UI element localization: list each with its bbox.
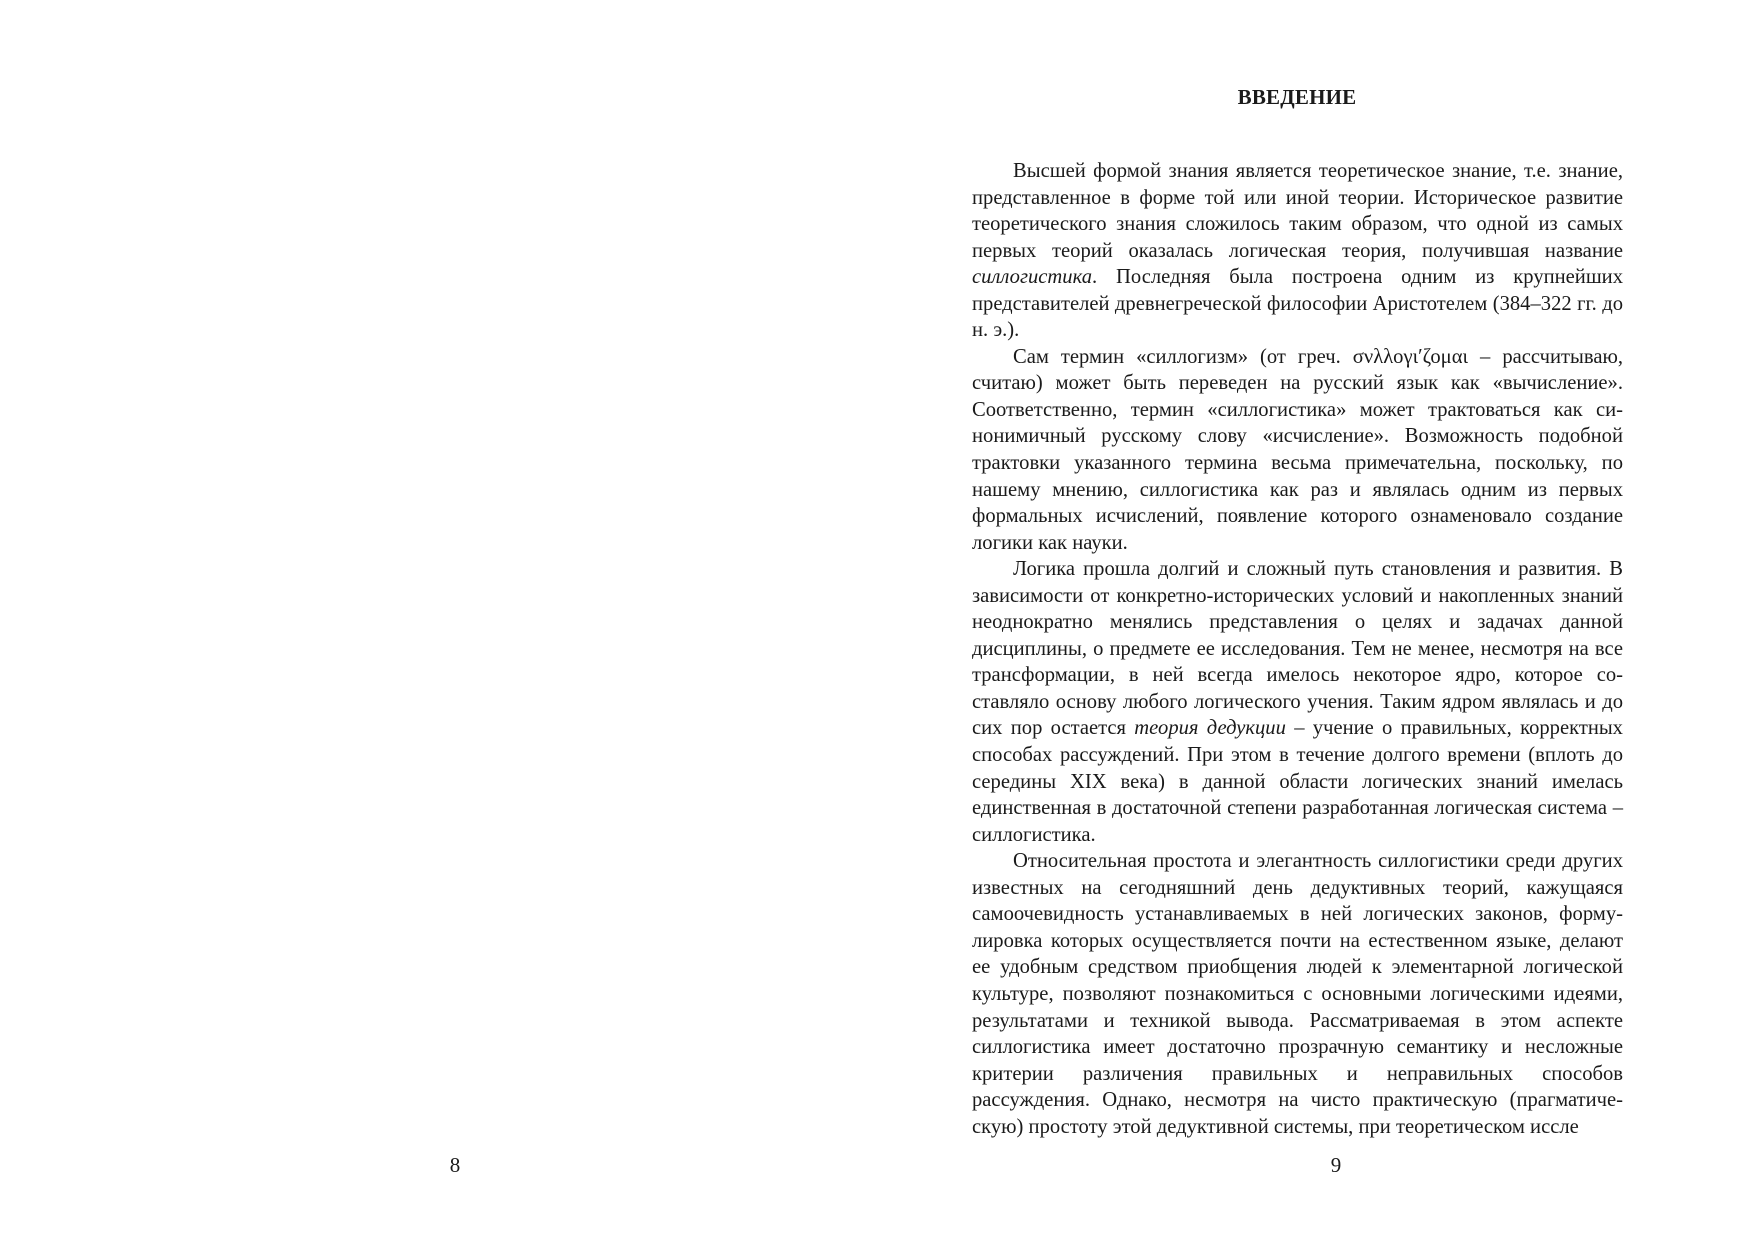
- paragraph-3-text-a: Логика прошла долгий и сложный путь становления и развития. В зависимости от конкретно-исторических условий и накопленных знаний неоднократно менялись представления о целях и задачах данной дисциплины, о предмете ее исследования. Тем не менее, несмотря на все трансформации, в ней всегда имелось некоторое ядро, которое составляло основу любого логического учения. Таким ядром являлась и до сих пор остается: [972, 558, 1623, 740]
- chapter-title: ВВЕДЕНИЕ: [1237, 85, 1357, 109]
- paragraph-1: [972, 158, 1623, 344]
- body-text: [972, 158, 1623, 1140]
- page-number-right: 9: [1330, 1153, 1342, 1177]
- paragraph-4: Относительная простота и элегантность силлогистики среди других известных на сегодняшний день дедуктивных теорий, кажущаяся самоочевидность устанавливаемых в ней логических законов, формулировка которых осуществляется почти на естественном языке, делают ее удобным средством приобщения людей к элементарной логической культуре, позволяют познакомиться с основными логическими идеями, результатами и техникой вывода. Рассматриваемая в этом аспекте силлогистика имеет достаточно прозрачную семантику и несложные критерии различения правильных и неправильных способов рассуждения. Однако, несмотря на чисто практическую (прагматическую) простоту этой дедуктивной системы, при теоретическом иссле: [972, 850, 1623, 1138]
- page-number-left: 8: [449, 1153, 461, 1177]
- paragraph-1-text-b: . Последняя была построена одним из крупнейших представителей древнегреческой философии Аристотелем (384–322 гг. до н. э.).: [972, 266, 1623, 342]
- paragraph-3: [972, 556, 1623, 848]
- paragraph-2: Сам термин «силлогизм» (от греч. σνλλογι′ζομαι – рассчитываю, считаю) может быть переведен на русский язык как «вычисление». Соответственно, термин «силлогистика» может трактоваться как синонимичный русскому слову «исчисление». Возможность подобной трактовки указанного термина весьма примечательна, поскольку, по нашему мнению, силлогистика как раз и являлась одним из первых формальных исчислений, появление которого ознаменовало создание логики как науки.: [972, 345, 1623, 554]
- term-deduction-theory: теория дедукции: [1134, 717, 1286, 740]
- term-syllogistics: силлогистика: [972, 266, 1093, 289]
- right-page: [877, 0, 1754, 1241]
- paragraph-1-text-a: Высшей формой знания является теоретическое знание, т.е. знание, представленное в форме той или иной теории. Историческое развитие теоретического знания сложилось таким образом, что одной из самых первых теорий оказалась логическая теория, получившая название: [972, 160, 1623, 262]
- paragraph-3-text-b: – учение о правильных, корректных способах рассуждений. При этом в течение долгого времени (вплоть до середины XIX века) в данной области логических знаний имелась единственная в достаточной степени разработанная логическая система – силлогистика.: [972, 717, 1623, 846]
